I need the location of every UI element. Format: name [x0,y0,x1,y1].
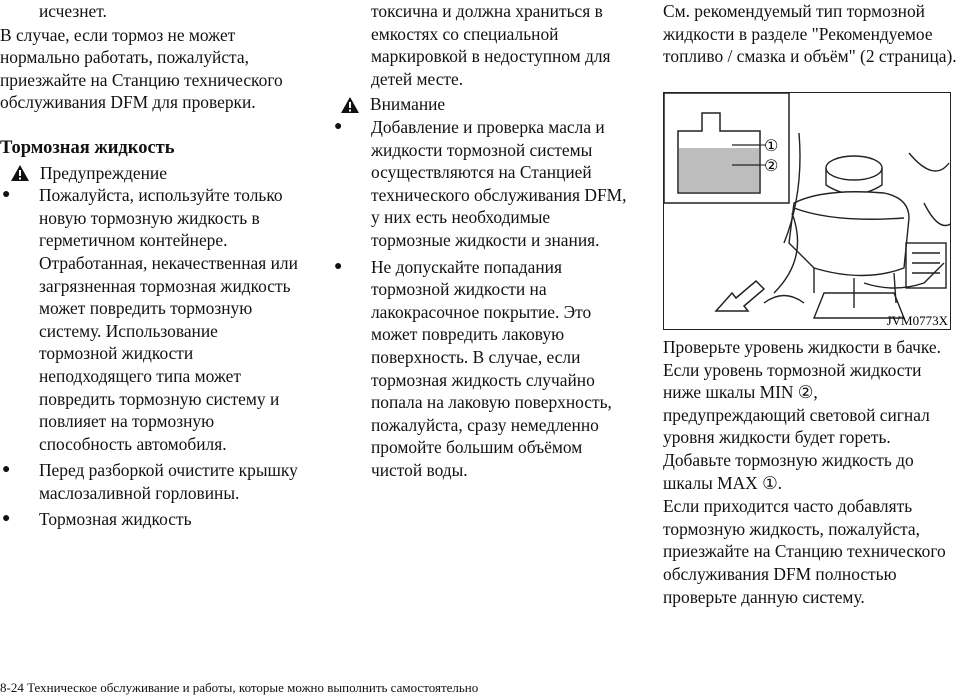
page-footer: 8-24 Техническое обслуживание и работы, которые можно выполнить самостоятельно [0,680,479,695]
intro-paragraph: В случае, если тормоз не может нормально работать, пожалуйста, приезжайте на Станцию технического обслуживания DFM для проверки. [0,24,283,113]
reference-text: См. рекомендуемый тип тормозной жидкости в разделе "Рекомендуемое топливо / смазка и объём" (2 страница). [663,1,957,67]
bullet-icon: ● [2,462,11,478]
top-fragment: исчезнет. [39,1,107,21]
bullet-icon: ● [334,118,343,134]
section-heading: Тормозная жидкость [0,137,175,158]
column-right-lower [663,336,957,608]
list-item [0,459,300,504]
list-item-text: Тормозная жидкость [39,509,192,530]
warning-list [0,184,300,531]
attention-header [332,93,632,116]
list-item-text: Добавление и проверка масла и жидкости тормозной системы осуществляются на Станцией технического обслуживания DFM, у них есть необходимые тормозные жидкости и знания. [371,116,627,250]
max-marker: ① [764,136,779,155]
brake-reservoir-illustration [664,93,951,330]
list-item-text: Не допускайте попадания тормозной жидкости на лакокрасочное покрытие. Это может повредить лаковую поверхность. В случае, если тормозная жидкость случайно попала на лаковую поверхность, пожалуйста, сразу немедленно промойте большим объёмом чистой воды. [371,256,612,480]
bullet-icon: ● [334,258,343,274]
list-item [0,184,300,455]
list-item [332,256,632,482]
brake-reservoir-figure [663,92,951,330]
list-item-text: Пожалуйста, используйте только новую тормозную жидкость в герметичном контейнере. Отработанная, некачественная или загрязненная тормозная жидкость может повредить тормозную систему. Использование тормозной жидкости неподходящего типа может повредить тормозную систему и повлияет на тормозную способность автомобиля. [39,185,298,454]
warning-header [0,162,300,185]
column-right [663,0,957,68]
service-paragraph: Если приходится часто добавлять тормозную жидкость, пожалуйста, приезжайте на Станцию технического обслуживания DFM полностью проверьте данную систему. [663,496,946,607]
min-marker: ② [764,156,779,175]
warning-title: Предупреждение [40,162,167,183]
figure-code: JVM0773X [886,313,948,328]
column-middle [332,0,632,481]
bullet-icon: ● [2,187,11,203]
list-item [332,116,632,252]
list-item-text: Перед разборкой очистите крышку маслозаливной горловины. [39,460,298,503]
column-left [0,0,300,531]
warning-triangle-icon [10,164,30,182]
check-level-paragraph: Проверьте уровень жидкости в бачке. Если уровень тормозной жидкости ниже шкалы MIN ②, предупреждающий световой сигнал уровня жидкости будет гореть. Добавьте тормозную жидкость до шкалы MAX ①. [663,337,942,493]
attention-title: Внимание [370,94,446,115]
warning-triangle-icon [340,96,360,114]
top-fragment: токсична и должна храниться в емкостях со специальной маркировкой в недоступном для детей месте. [371,1,611,89]
list-item [0,508,300,531]
attention-list [332,116,632,482]
bullet-icon: ● [2,511,11,527]
